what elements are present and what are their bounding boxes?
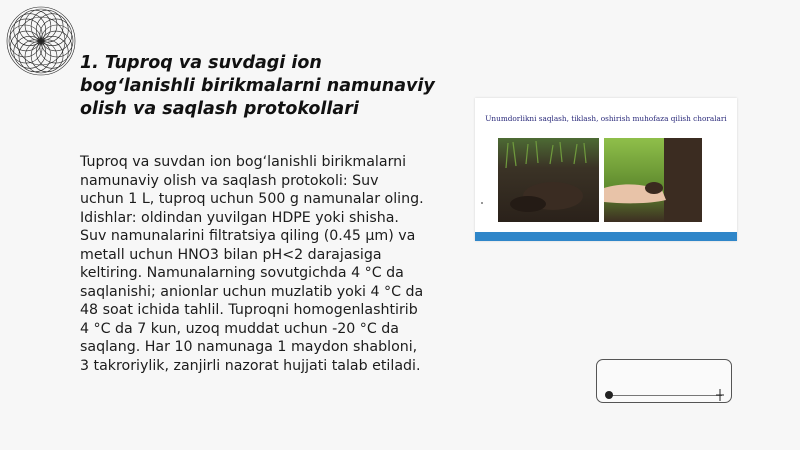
play-knob-icon[interactable] (605, 391, 613, 399)
seek-track[interactable] (609, 395, 722, 396)
slide-image (475, 98, 737, 241)
crosshair-icon (715, 388, 725, 402)
slide-title: 1. Tuproq va suvdagi ion bog‘lanishli birikmalarni namunaviy olish va saqlash protokollari (80, 53, 435, 119)
spirograph-logo-icon (4, 4, 78, 78)
hand-holding-soil-photo (604, 138, 702, 222)
image-accent-bar (475, 232, 737, 241)
decorative-dot (481, 202, 483, 204)
image-caption: Unumdorlikni saqlash, tiklash, oshirish muhofaza qilish choralari (485, 114, 727, 123)
media-player[interactable] (596, 359, 732, 403)
soil-seedlings-photo (498, 138, 599, 222)
slide-body-text: Tuproq va suvdan ion bog‘lanishli birikmalarni namunaviy olish va saqlash protokoli: Suv uchun 1 L, tuproq uchun 500 g namunalar oling. Idishlar: oldindan yuvilgan HDPE yoki shisha. Suv namunalarini filtratsiya qiling (0.45 µm) va metall uchun HNO3 bilan pH<2 darajasiga keltiring. Namunalarning sovutgichda 4 °C da saqlanishi; anionlar uchun muzlatib yoki 4 °C da 48 soat ichida tahlil. Tuproqni homogenlashtirib 4 °C da 7 kun, uzoq muddat uchun -20 °C da saqlang. Har 10 namunaga 1 maydon shabloni, 3 takroriylik, zanjirli nazorat hujjati talab etiladi. (80, 154, 424, 374)
